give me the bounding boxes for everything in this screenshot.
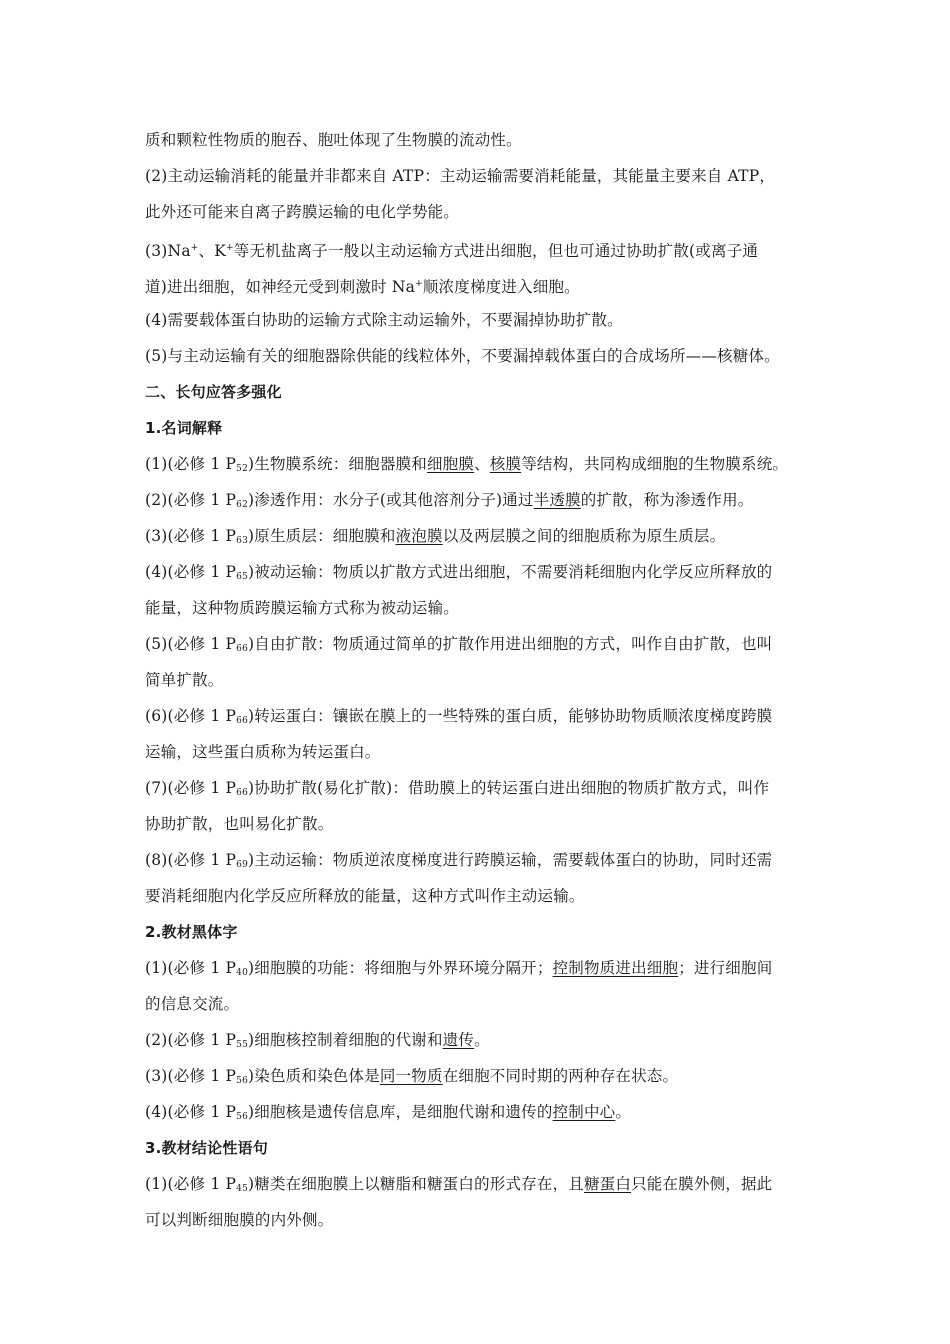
- section-heading: [145, 374, 810, 410]
- list-item-continuation: [145, 590, 810, 626]
- list-item: [145, 554, 810, 590]
- document-page: [145, 122, 810, 1238]
- text: )染色质和染色体是: [248, 1067, 380, 1085]
- subscript: 45: [236, 1184, 249, 1194]
- subscript: 66: [236, 644, 249, 654]
- text: ；进行细胞间: [678, 959, 773, 977]
- underlined-term: 半透膜: [533, 491, 581, 509]
- text: 质和颗粒性物质的胞吞、胞吐体现了生物膜的流动性。: [145, 131, 522, 149]
- text: 的信息交流。: [145, 995, 240, 1013]
- subscript: 56: [236, 1112, 249, 1122]
- text: 能量，这种物质跨膜运输方式称为被动运输。: [145, 599, 460, 617]
- list-item-continuation: [145, 878, 810, 914]
- superscript: +: [226, 243, 234, 253]
- text: 。: [474, 1031, 490, 1049]
- text: (2)(必修 1 P: [145, 491, 237, 509]
- subsection-heading: [145, 914, 810, 950]
- list-item: [145, 1166, 810, 1202]
- list-item: [145, 626, 810, 662]
- text: )被动运输：物质以扩散方式进出细胞，不需要消耗细胞内化学反应所释放的: [248, 563, 773, 581]
- underlined-term: 遗传: [442, 1031, 475, 1049]
- underlined-term: 控制物质进出细胞: [552, 959, 679, 977]
- list-item: [145, 770, 810, 806]
- subscript: 55: [236, 1040, 249, 1050]
- list-item-continuation: [145, 986, 810, 1022]
- list-item: [145, 1094, 810, 1130]
- subscript: 56: [236, 1076, 249, 1086]
- text: (5)(必修 1 P: [145, 635, 237, 653]
- list-item-continuation: [145, 806, 810, 842]
- text: (4)(必修 1 P: [145, 563, 237, 581]
- text: 顺浓度梯度进入细胞。: [422, 278, 580, 296]
- text: )转运蛋白：镶嵌在膜上的一些特殊的蛋白质，能够协助物质顺浓度梯度跨膜: [248, 707, 773, 725]
- text: (1)(必修 1 P: [145, 1175, 237, 1193]
- paragraph-line: [145, 230, 810, 266]
- text: 二、长句应答多强化: [145, 383, 282, 401]
- text: 2.教材黑体字: [145, 923, 238, 941]
- superscript: +: [415, 279, 423, 289]
- list-item-continuation: [145, 662, 810, 698]
- list-item: [145, 446, 810, 482]
- text: (1)(必修 1 P: [145, 455, 237, 473]
- text: (2)(必修 1 P: [145, 1031, 237, 1049]
- text: 只能在膜外侧，据此: [631, 1175, 773, 1193]
- subscript: 65: [236, 572, 249, 582]
- list-item-continuation: [145, 734, 810, 770]
- paragraph-line: [145, 194, 810, 230]
- underlined-term: 液泡膜: [395, 527, 443, 545]
- text: (6)(必修 1 P: [145, 707, 237, 725]
- text: )生物膜系统：细胞器膜和: [248, 455, 427, 473]
- text: 1.名词解释: [145, 419, 223, 437]
- text: (3)(必修 1 P: [145, 527, 237, 545]
- text: (4)(必修 1 P: [145, 1103, 237, 1121]
- text: (1)(必修 1 P: [145, 959, 237, 977]
- underlined-term: 糖蛋白: [583, 1175, 632, 1193]
- text: (2)主动运输消耗的能量并非都来自 ATP：主动运输需要消耗能量，其能量主要来自 ATP，: [145, 167, 776, 185]
- subscript: 40: [236, 968, 249, 978]
- list-item: [145, 482, 810, 518]
- list-item: [145, 950, 810, 986]
- underlined-term: 核膜: [489, 455, 522, 473]
- text: 道)进出细胞，如神经元受到刺激时 Na: [145, 278, 416, 296]
- paragraph-line: [145, 338, 810, 374]
- text: (5)与主动运输有关的细胞器除供能的线粒体外，不要漏掉载体蛋白的合成场所——核糖体。: [145, 347, 780, 365]
- subscript: 66: [236, 716, 249, 726]
- list-item: [145, 1058, 810, 1094]
- subscript: 66: [236, 788, 249, 798]
- text: 协助扩散，也叫易化扩散。: [145, 815, 334, 833]
- text: )自由扩散：物质通过简单的扩散作用进出细胞的方式，叫作自由扩散，也叫: [248, 635, 773, 653]
- underlined-term: 细胞膜: [426, 455, 475, 473]
- text: )主动运输：物质逆浓度梯度进行跨膜运输，需要载体蛋白的协助，同时还需: [248, 851, 773, 869]
- text: 等无机盐离子一般以主动运输方式进出细胞，但也可通过协助扩散(或离子通: [233, 242, 759, 260]
- text: 可以判断细胞膜的内外侧。: [145, 1211, 334, 1229]
- list-item: [145, 698, 810, 734]
- subscript: 52: [236, 464, 249, 474]
- text: 、: [474, 455, 490, 473]
- list-item: [145, 518, 810, 554]
- text: 要消耗细胞内化学反应所释放的能量，这种方式叫作主动运输。: [145, 887, 585, 905]
- text: 的扩散，称为渗透作用。: [580, 491, 754, 509]
- text: 、K: [198, 242, 226, 260]
- subscript: 63: [236, 536, 249, 546]
- text: (4)需要载体蛋白协助的运输方式除主动运输外，不要漏掉协助扩散。: [145, 311, 623, 329]
- text: )细胞核控制着细胞的代谢和: [248, 1031, 443, 1049]
- list-item: [145, 842, 810, 878]
- text: (7)(必修 1 P: [145, 779, 237, 797]
- text: )协助扩散(易化扩散)：借助膜上的转运蛋白进出细胞的物质扩散方式，叫作: [248, 779, 770, 797]
- subscript: 62: [236, 500, 249, 510]
- text: 简单扩散。: [145, 671, 224, 689]
- list-item: [145, 1022, 810, 1058]
- text: (3)(必修 1 P: [145, 1067, 237, 1085]
- subsection-heading: [145, 410, 810, 446]
- paragraph-line: [145, 122, 810, 158]
- underlined-term: 同一物质: [379, 1067, 443, 1085]
- text: )糖类在细胞膜上以糖脂和糖蛋白的形式存在，且: [248, 1175, 584, 1193]
- underlined-term: 控制中心: [552, 1103, 616, 1121]
- text: 以及两层膜之间的细胞质称为原生质层。: [442, 527, 726, 545]
- text: )细胞核是遗传信息库，是细胞代谢和遗传的: [248, 1103, 553, 1121]
- text: 运输，这些蛋白质称为转运蛋白。: [145, 743, 381, 761]
- subscript: 69: [236, 860, 249, 870]
- text: )渗透作用：水分子(或其他溶剂分子)通过: [248, 491, 534, 509]
- text: 。: [615, 1103, 632, 1121]
- list-item-continuation: [145, 1202, 810, 1238]
- text: (3)Na: [145, 242, 191, 260]
- text: 3.教材结论性语句: [145, 1139, 268, 1157]
- paragraph-line: [145, 302, 810, 338]
- paragraph-line: [145, 158, 810, 194]
- text: )原生质层：细胞膜和: [248, 527, 396, 545]
- text: 在细胞不同时期的两种存在状态。: [442, 1067, 679, 1085]
- text: (8)(必修 1 P: [145, 851, 237, 869]
- text: 等结构，共同构成细胞的生物膜系统。: [521, 455, 789, 473]
- superscript: +: [190, 243, 199, 253]
- text: 此外还可能来自离子跨膜运输的电化学势能。: [145, 203, 460, 221]
- subsection-heading: [145, 1130, 810, 1166]
- text: )细胞膜的功能：将细胞与外界环境分隔开；: [248, 959, 553, 977]
- paragraph-line: [145, 266, 810, 302]
